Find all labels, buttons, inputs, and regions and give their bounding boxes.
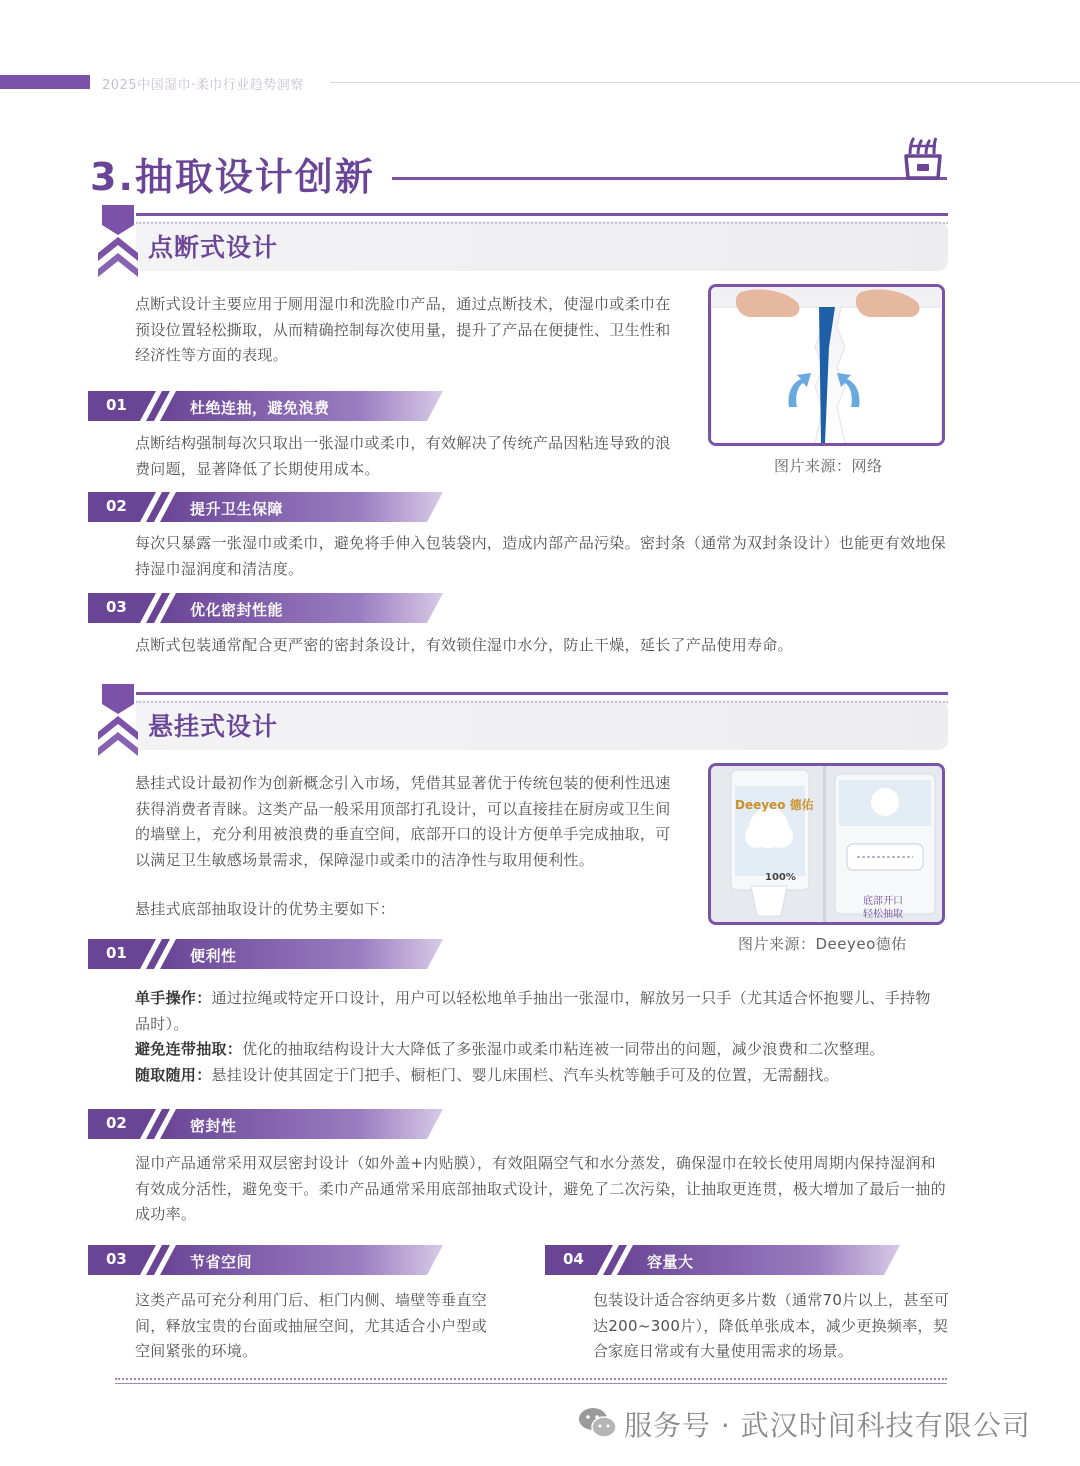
double-chevron-icon bbox=[96, 205, 140, 277]
image-label-open: 底部开口 bbox=[863, 896, 903, 907]
badge-title: 便利性 bbox=[190, 947, 237, 965]
point-grab-and-use bbox=[135, 1063, 935, 1089]
point-label: 随取随用： bbox=[135, 1065, 212, 1084]
hanging-wipes-photo bbox=[708, 763, 945, 925]
page-title: 3.抽取设计创新 bbox=[90, 155, 375, 199]
badge-title: 提升卫生保障 bbox=[190, 500, 284, 518]
brand-logo: Deeyeo 德佑 bbox=[735, 798, 814, 812]
badge-number: 01 bbox=[106, 396, 127, 414]
wechat-icon bbox=[578, 1406, 618, 1440]
badge-title: 杜绝连抽，避免浪费 bbox=[190, 399, 330, 417]
footer-dotted-divider bbox=[115, 1378, 947, 1380]
feature-badge-02 bbox=[88, 492, 448, 522]
feature-text: 点断结构强制每次只取出一张湿巾或柔巾，有效解决了传统产品因粘连导致的浪费问题，显著降低了长期使用成本。 bbox=[135, 434, 671, 478]
watermark-text: 服务号 · 武汉时间科技有限公司 bbox=[624, 1409, 1031, 1442]
image-label-pull: 轻松抽取 bbox=[863, 909, 903, 920]
section-intro-2: 悬挂式底部抽取设计的优势主要如下： bbox=[135, 900, 396, 918]
header-divider bbox=[330, 82, 1080, 83]
point-label: 避免连带抽取： bbox=[135, 1040, 243, 1058]
section-header-dots bbox=[136, 222, 948, 224]
convenience-points bbox=[135, 986, 935, 1088]
badge-number: 04 bbox=[563, 1250, 584, 1268]
feature-text: 点断式包装通常配合更严密的密封条设计，有效锁住湿巾水分，防止干燥，延长了产品使用寿命。 bbox=[135, 636, 793, 654]
section-header-topline bbox=[136, 213, 948, 216]
badge-shape bbox=[88, 1109, 448, 1139]
wipes-dispenser-icon bbox=[898, 136, 948, 182]
section-title: 点断式设计 bbox=[148, 233, 279, 262]
badge-shape bbox=[88, 1245, 448, 1275]
badge-number: 01 bbox=[106, 944, 127, 962]
report-header: 2025中国湿巾·柔巾行业趋势洞察 bbox=[102, 78, 304, 93]
tear-wipes-photo bbox=[708, 284, 945, 446]
feature-text: 包装设计适合容纳更多片数（通常70片以上，甚至可达200~300片），降低单张成本，减少更换频率，契合家庭日常或有大量使用需求的场景。 bbox=[593, 1291, 950, 1360]
point-text: 通过拉绳或特定开口设计，用户可以轻松地单手抽出一张湿巾，解放另一只手（尤其适合怀抱婴儿、手持物品时）。 bbox=[135, 989, 931, 1033]
section-header-topline bbox=[136, 692, 948, 695]
percent-badge: 100% bbox=[765, 872, 796, 883]
hanging-wipes-illustration bbox=[711, 766, 942, 922]
badge-title: 节省空间 bbox=[190, 1253, 253, 1271]
badge-number: 03 bbox=[106, 598, 127, 616]
header-accent-bar bbox=[0, 75, 90, 89]
section-intro: 悬挂式设计最初作为创新概念引入市场，凭借其显著优于传统包装的便利性迅速获得消费者青睐。这类产品一般采用顶部打孔设计，可以直接挂在厨房或卫生间的墙壁上，充分利用被浪费的垂直空间，底部开口的设计方便单手完成抽取，可以满足卫生敏感场景需求，保障湿巾或柔巾的洁净性与取用便利性。 bbox=[135, 774, 671, 869]
badge-number: 03 bbox=[106, 1250, 127, 1268]
section-intro: 点断式设计主要应用于厕用湿巾和洗脸巾产品，通过点断技术，使湿巾或柔巾在预设位置轻松撕取，从而精确控制每次使用量，提升了产品在便捷性、卫生性和经济性等方面的表现。 bbox=[135, 295, 671, 364]
image-caption: 图片来源：网络 bbox=[774, 457, 883, 475]
badge-title: 优化密封性能 bbox=[190, 601, 284, 619]
feature-badge-01 bbox=[88, 939, 448, 969]
feature-badge-02 bbox=[88, 1109, 448, 1139]
feature-badge-03 bbox=[88, 1245, 448, 1275]
point-text: 悬挂设计使其固定于门把手、橱柜门、婴儿床围栏、汽车头枕等触手可及的位置，无需翻找。 bbox=[211, 1065, 839, 1084]
badge-title: 密封性 bbox=[190, 1117, 237, 1135]
feature-badge-01 bbox=[88, 391, 448, 421]
section-title: 悬挂式设计 bbox=[148, 712, 279, 741]
section-header-tear-design bbox=[96, 213, 952, 275]
point-no-chain-pull bbox=[135, 1037, 935, 1063]
point-label: 单手操作： bbox=[135, 989, 212, 1007]
badge-title: 容量大 bbox=[647, 1253, 694, 1271]
badge-shape bbox=[88, 939, 448, 969]
footer-divider bbox=[115, 1383, 947, 1384]
badge-number: 02 bbox=[106, 497, 127, 515]
feature-text: 每次只暴露一张湿巾或柔巾，避免将手伸入包装袋内，造成内部产品污染。密封条（通常为双封条设计）也能更有效地保持湿巾湿润度和清洁度。 bbox=[135, 534, 946, 578]
point-text: 优化的抽取结构设计大大降低了多张湿巾或柔巾粘连被一同带出的问题，减少浪费和二次整理。 bbox=[242, 1040, 885, 1058]
feature-badge-04 bbox=[545, 1245, 905, 1275]
badge-shape bbox=[545, 1245, 905, 1275]
badge-number: 02 bbox=[106, 1114, 127, 1132]
tear-wipes-illustration bbox=[711, 287, 942, 443]
section-header-dots bbox=[136, 701, 948, 703]
double-chevron-icon bbox=[96, 684, 140, 756]
image-caption: 图片来源：Deeyeo德佑 bbox=[738, 935, 907, 953]
feature-badge-03 bbox=[88, 593, 448, 623]
point-one-hand bbox=[135, 986, 935, 1037]
title-underline bbox=[392, 177, 947, 180]
feature-text: 这类产品可充分利用门后、柜门内侧、墙壁等垂直空间，释放宝贵的台面或抽屉空间，尤其适合小户型或空间紧张的环境。 bbox=[135, 1291, 487, 1360]
feature-text: 湿巾产品通常采用双层密封设计（如外盖+内贴膜），有效阻隔空气和水分蒸发，确保湿巾在较长使用周期内保持湿润和有效成分活性，避免变干。柔巾产品通常采用底部抽取式设计，避免了二次污染，让抽取更连贯，极大增加了最后一抽的成功率。 bbox=[135, 1154, 946, 1223]
section-header-hanging-design bbox=[96, 692, 952, 754]
